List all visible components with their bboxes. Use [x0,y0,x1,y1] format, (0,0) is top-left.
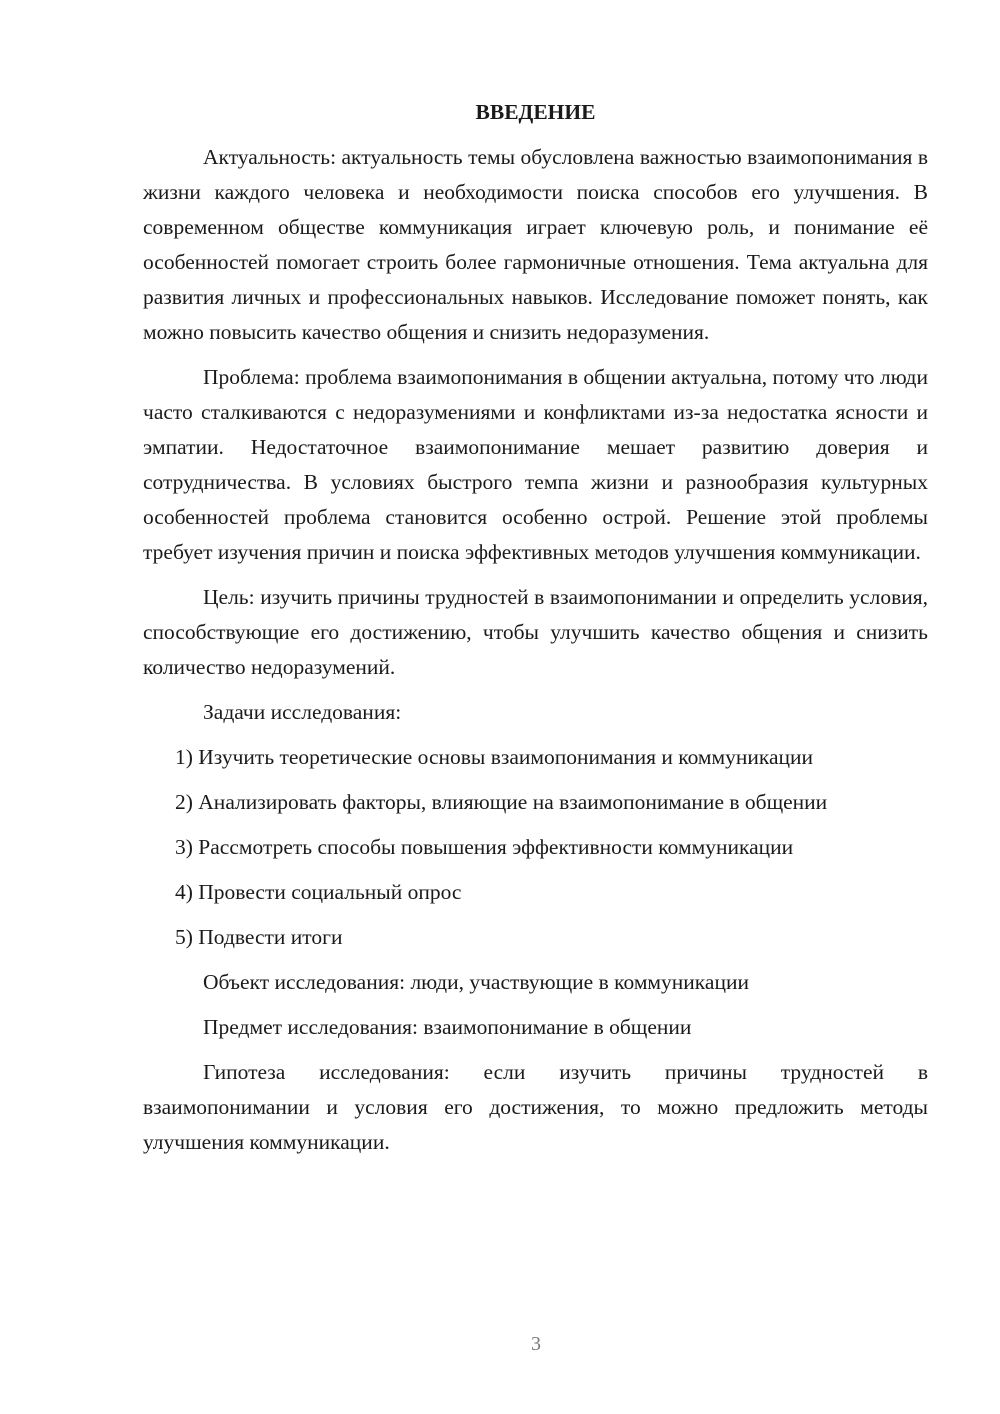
task-item: 4) Провести социальный опрос [175,880,462,904]
page-number: 3 [531,1333,541,1355]
research-subject: Предмет исследования: взаимопонимание в общении [203,1015,692,1039]
problem-paragraph: Проблема: проблема взаимопонимания в общении актуальна, потому что люди часто сталкиваются с недоразумениями и конфликтами из-за недостатка ясности и эмпатии. Недостаточное взаимопонимание мешает развитию доверия и сотрудничества. В условиях быстрого темпа жизни и разнообразия культурных особенностей проблема становится особенно острой. Решение этой проблемы требует изучения причин и поиска эффективных методов улучшения коммуникации. [143,365,928,564]
page-content [143,95,928,1170]
task-item: 1) Изучить теоретические основы взаимопонимания и коммуникации [175,745,814,769]
research-object: Объект исследования: люди, участвующие в коммуникации [203,970,749,994]
section-title: ВВЕДЕНИЕ [475,100,596,124]
hypothesis-paragraph: Гипотеза исследования: если изучить причины трудностей в взаимопонимании и условия его достижения, то можно предложить методы улучшения коммуникации. [143,1060,928,1154]
tasks-heading: Задачи исследования: [203,700,402,724]
task-item: 2) Анализировать факторы, влияющие на взаимопонимание в общении [175,790,828,814]
relevance-paragraph: Актуальность: актуальность темы обусловлена важностью взаимопонимания в жизни каждого человека и необходимости поиска способов его улучшения. В современном обществе коммуникация играет ключевую роль, и понимание её особенностей помогает строить более гармоничные отношения. Тема актуальна для развития личных и профессиональных навыков. Исследование поможет понять, как можно повысить качество общения и снизить недоразумения. [143,145,928,344]
goal-paragraph: Цель: изучить причины трудностей в взаимопонимании и определить условия, способствующие его достижению, чтобы улучшить качество общения и снизить количество недоразумений. [143,585,928,679]
task-item: 5) Подвести итоги [175,925,343,949]
task-item: 3) Рассмотреть способы повышения эффективности коммуникации [175,835,794,859]
